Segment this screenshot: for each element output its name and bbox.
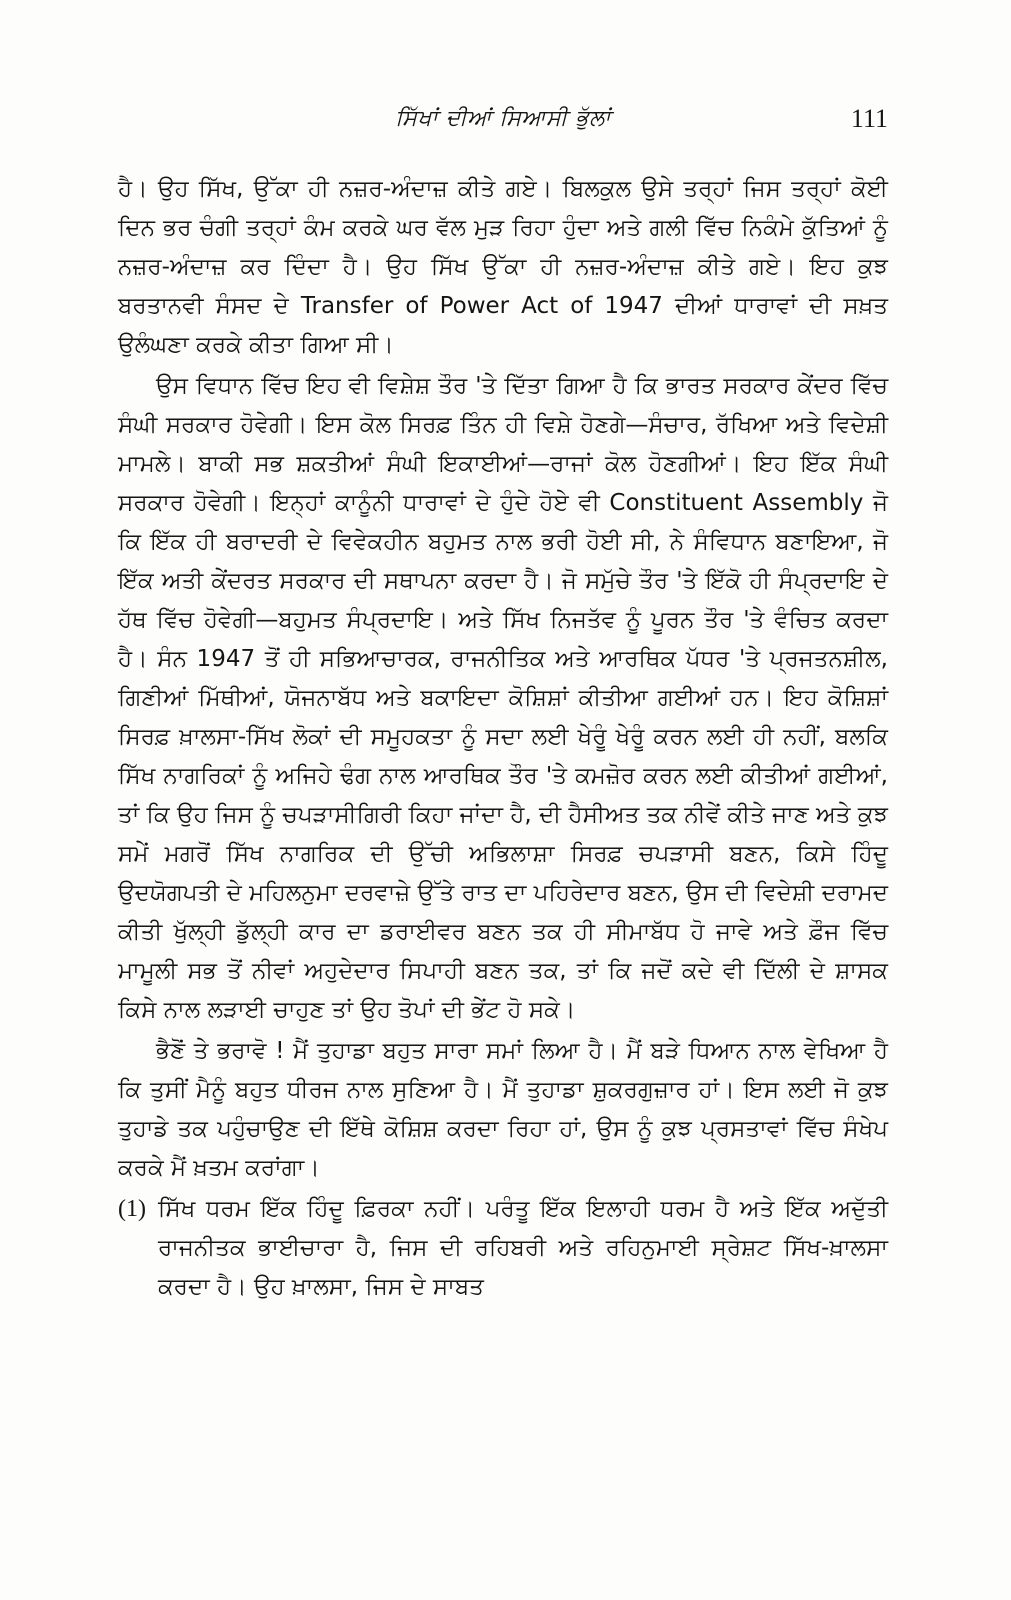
list-marker: (1): [118, 1196, 146, 1222]
paragraph: ਹੈ। ਉਹ ਸਿੱਖ, ਉੱਕਾ ਹੀ ਨਜ਼ਰ-ਅੰਦਾਜ਼ ਕੀਤੇ ਗਏ। ਬਿਲਕੁਲ ਉਸੇ ਤਰ੍ਹਾਂ ਜਿਸ ਤਰ੍ਹਾਂ ਕੋਈ ਦਿਨ ਭਰ ਚੰਗੀ ਤਰ੍ਹਾਂ ਕੰਮ ਕਰਕੇ ਘਰ ਵੱਲ ਮੁੜ ਰਿਹਾ ਹੁੰਦਾ ਅਤੇ ਗਲੀ ਵਿੱਚ ਨਿਕੰਮੇ ਕੁੱਤਿਆਂ ਨੂੰ ਨਜ਼ਰ-ਅੰਦਾਜ਼ ਕਰ ਦਿੰਦਾ ਹੈ। ਉਹ ਸਿੱਖ ਉੱਕਾ ਹੀ ਨਜ਼ਰ-ਅੰਦਾਜ਼ ਕੀਤੇ ਗਏ। ਇਹ ਕੁਝ ਬਰਤਾਨਵੀ ਸੰਸਦ ਦੇ Transfer of Power Act of 1947 ਦੀਆਂ ਧਾਰਾਵਾਂ ਦੀ ਸਖ਼ਤ ਉਲੰਘਣਾ ਕਰਕੇ ਕੀਤਾ ਗਿਆ ਸੀ।: [118, 176, 888, 358]
body-text: [118, 170, 888, 1309]
paragraph: ਉਸ ਵਿਧਾਨ ਵਿੱਚ ਇਹ ਵੀ ਵਿਸ਼ੇਸ਼ ਤੌਰ 'ਤੇ ਦਿੱਤਾ ਗਿਆ ਹੈ ਕਿ ਭਾਰਤ ਸਰਕਾਰ ਕੇਂਦਰ ਵਿੱਚ ਸੰਘੀ ਸਰਕਾਰ ਹੋਵੇਗੀ। ਇਸ ਕੋਲ ਸਿਰਫ਼ ਤਿੰਨ ਹੀ ਵਿਸ਼ੇ ਹੋਣਗੇ—ਸੰਚਾਰ, ਰੱਖਿਆ ਅਤੇ ਵਿਦੇਸ਼ੀ ਮਾਮਲੇ। ਬਾਕੀ ਸਭ ਸ਼ਕਤੀਆਂ ਸੰਘੀ ਇਕਾਈਆਂ—ਰਾਜਾਂ ਕੋਲ ਹੋਣਗੀਆਂ। ਇਹ ਇੱਕ ਸੰਘੀ ਸਰਕਾਰ ਹੋਵੇਗੀ। ਇਨ੍ਹਾਂ ਕਾਨੂੰਨੀ ਧਾਰਾਵਾਂ ਦੇ ਹੁੰਦੇ ਹੋਏ ਵੀ Constituent Assembly ਜੋ ਕਿ ਇੱਕ ਹੀ ਬਰਾਦਰੀ ਦੇ ਵਿਵੇਕਹੀਨ ਬਹੁਮਤ ਨਾਲ ਭਰੀ ਹੋਈ ਸੀ, ਨੇ ਸੰਵਿਧਾਨ ਬਣਾਇਆ, ਜੋ ਇੱਕ ਅਤੀ ਕੇਂਦਰਤ ਸਰਕਾਰ ਦੀ ਸਥਾਪਨਾ ਕਰਦਾ ਹੈ। ਜੋ ਸਮੁੱਚੇ ਤੌਰ 'ਤੇ ਇੱਕੋ ਹੀ ਸੰਪ੍ਰਦਾਇ ਦੇ ਹੱਥ ਵਿੱਚ ਹੋਵੇਗੀ—ਬਹੁਮਤ ਸੰਪ੍ਰਦਾਇ। ਅਤੇ ਸਿੱਖ ਨਿਜਤੱਵ ਨੂੰ ਪੂਰਨ ਤੌਰ 'ਤੇ ਵੰਚਿਤ ਕਰਦਾ ਹੈ। ਸੰਨ 1947 ਤੋਂ ਹੀ ਸਭਿਆਚਾਰਕ, ਰਾਜਨੀਤਿਕ ਅਤੇ ਆਰਥਿਕ ਪੱਧਰ 'ਤੇ ਪ੍ਰਜਤਨਸ਼ੀਲ, ਗਿਣੀਆਂ ਮਿੱਥੀਆਂ, ਯੋਜਨਾਬੱਧ ਅਤੇ ਬਕਾਇਦਾ ਕੋਸ਼ਿਸ਼ਾਂ ਕੀਤੀਆ ਗਈਆਂ ਹਨ। ਇਹ ਕੋਸ਼ਿਸ਼ਾਂ ਸਿਰਫ਼ ਖ਼ਾਲਸਾ-ਸਿੱਖ ਲੋਕਾਂ ਦੀ ਸਮੂਹਕਤਾ ਨੂੰ ਸਦਾ ਲਈ ਖੇਰੂੰ ਖੇਰੂੰ ਕਰਨ ਲਈ ਹੀ ਨਹੀਂ, ਬਲਕਿ ਸਿੱਖ ਨਾਗਰਿਕਾਂ ਨੂੰ ਅਜਿਹੇ ਢੰਗ ਨਾਲ ਆਰਥਿਕ ਤੌਰ 'ਤੇ ਕਮਜ਼ੋਰ ਕਰਨ ਲਈ ਕੀਤੀਆਂ ਗਈਆਂ, ਤਾਂ ਕਿ ਉਹ ਜਿਸ ਨੂੰ ਚਪੜਾਸੀਗਿਰੀ ਕਿਹਾ ਜਾਂਦਾ ਹੈ, ਦੀ ਹੈਸੀਅਤ ਤਕ ਨੀਵੇਂ ਕੀਤੇ ਜਾਣ ਅਤੇ ਕੁਝ ਸਮੇਂ ਮਗਰੋਂ ਸਿੱਖ ਨਾਗਰਿਕ ਦੀ ਉੱਚੀ ਅਭਿਲਾਸ਼ਾ ਸਿਰਫ਼ ਚਪੜਾਸੀ ਬਣਨ, ਕਿਸੇ ਹਿੰਦੂ ਉਦਯੋਗਪਤੀ ਦੇ ਮਹਿਲਨੁਮਾ ਦਰਵਾਜ਼ੇ ਉੱਤੇ ਰਾਤ ਦਾ ਪਹਿਰੇਦਾਰ ਬਣਨ, ਉਸ ਦੀ ਵਿਦੇਸ਼ੀ ਦਰਾਮਦ ਕੀਤੀ ਖੁੱਲ੍ਹੀ ਡੁੱਲ੍ਹੀ ਕਾਰ ਦਾ ਡਰਾਈਵਰ ਬਣਨ ਤਕ ਹੀ ਸੀਮਾਬੱਧ ਹੋ ਜਾਵੇ ਅਤੇ ਫ਼ੌਜ ਵਿੱਚ ਮਾਮੂਲੀ ਸਭ ਤੋਂ ਨੀਵਾਂ ਅਹੁਦੇਦਾਰ ਸਿਪਾਹੀ ਬਣਨ ਤਕ, ਤਾਂ ਕਿ ਜਦੋਂ ਕਦੇ ਵੀ ਦਿੱਲੀ ਦੇ ਸ਼ਾਸਕ ਕਿਸੇ ਨਾਲ ਲੜਾਈ ਚਾਹੁਣ ਤਾਂ ਉਹ ਤੋਪਾਂ ਦੀ ਭੇਂਟ ਹੋ ਸਕੇ।: [118, 373, 888, 1023]
page-number: 111: [850, 104, 888, 133]
paragraph: ਭੈਣੋਂ ਤੇ ਭਰਾਵੋ ! ਮੈਂ ਤੁਹਾਡਾ ਬਹੁਤ ਸਾਰਾ ਸਮਾਂ ਲਿਆ ਹੈ। ਮੈਂ ਬੜੇ ਧਿਆਨ ਨਾਲ ਵੇਖਿਆ ਹੈ ਕਿ ਤੁਸੀਂ ਮੈਨੂੰ ਬਹੁਤ ਧੀਰਜ ਨਾਲ ਸੁਣਿਆ ਹੈ। ਮੈਂ ਤੁਹਾਡਾ ਸ਼ੁਕਰਗੁਜ਼ਾਰ ਹਾਂ। ਇਸ ਲਈ ਜੋ ਕੁਝ ਤੁਹਾਡੇ ਤਕ ਪਹੁੰਚਾਉਣ ਦੀ ਇੱਥੇ ਕੋਸ਼ਿਸ਼ ਕਰਦਾ ਰਿਹਾ ਹਾਂ, ਉਸ ਨੂੰ ਕੁਝ ਪ੍ਰਸਤਾਵਾਂ ਵਿੱਚ ਸੰਖੇਪ ਕਰਕੇ ਮੈਂ ਖ਼ਤਮ ਕਰਾਂਗਾ।: [118, 1038, 888, 1181]
running-title: ਸਿੱਖਾਂ ਦੀਆਂ ਸਿਆਸੀ ਭੁੱਲਾਂ: [395, 106, 611, 131]
list-item-text: ਸਿੱਖ ਧਰਮ ਇੱਕ ਹਿੰਦੂ ਫ਼ਿਰਕਾ ਨਹੀਂ। ਪਰੰਤੂ ਇੱਕ ਇਲਾਹੀ ਧਰਮ ਹੈ ਅਤੇ ਇੱਕ ਅਦੁੱਤੀ ਰਾਜਨੀਤਕ ਭਾਈਚਾਰਾ ਹੈ, ਜਿਸ ਦੀ ਰਹਿਬਰੀ ਅਤੇ ਰਹਿਨੁਮਾਈ ਸ੍ਰੇਸ਼ਟ ਸਿੱਖ-ਖ਼ਾਲਸਾ ਕਰਦਾ ਹੈ। ਉਹ ਖ਼ਾਲਸਾ, ਜਿਸ ਦੇ ਸਾਬਤ: [158, 1196, 888, 1300]
list-item: [118, 1190, 888, 1307]
running-header: [118, 102, 888, 142]
